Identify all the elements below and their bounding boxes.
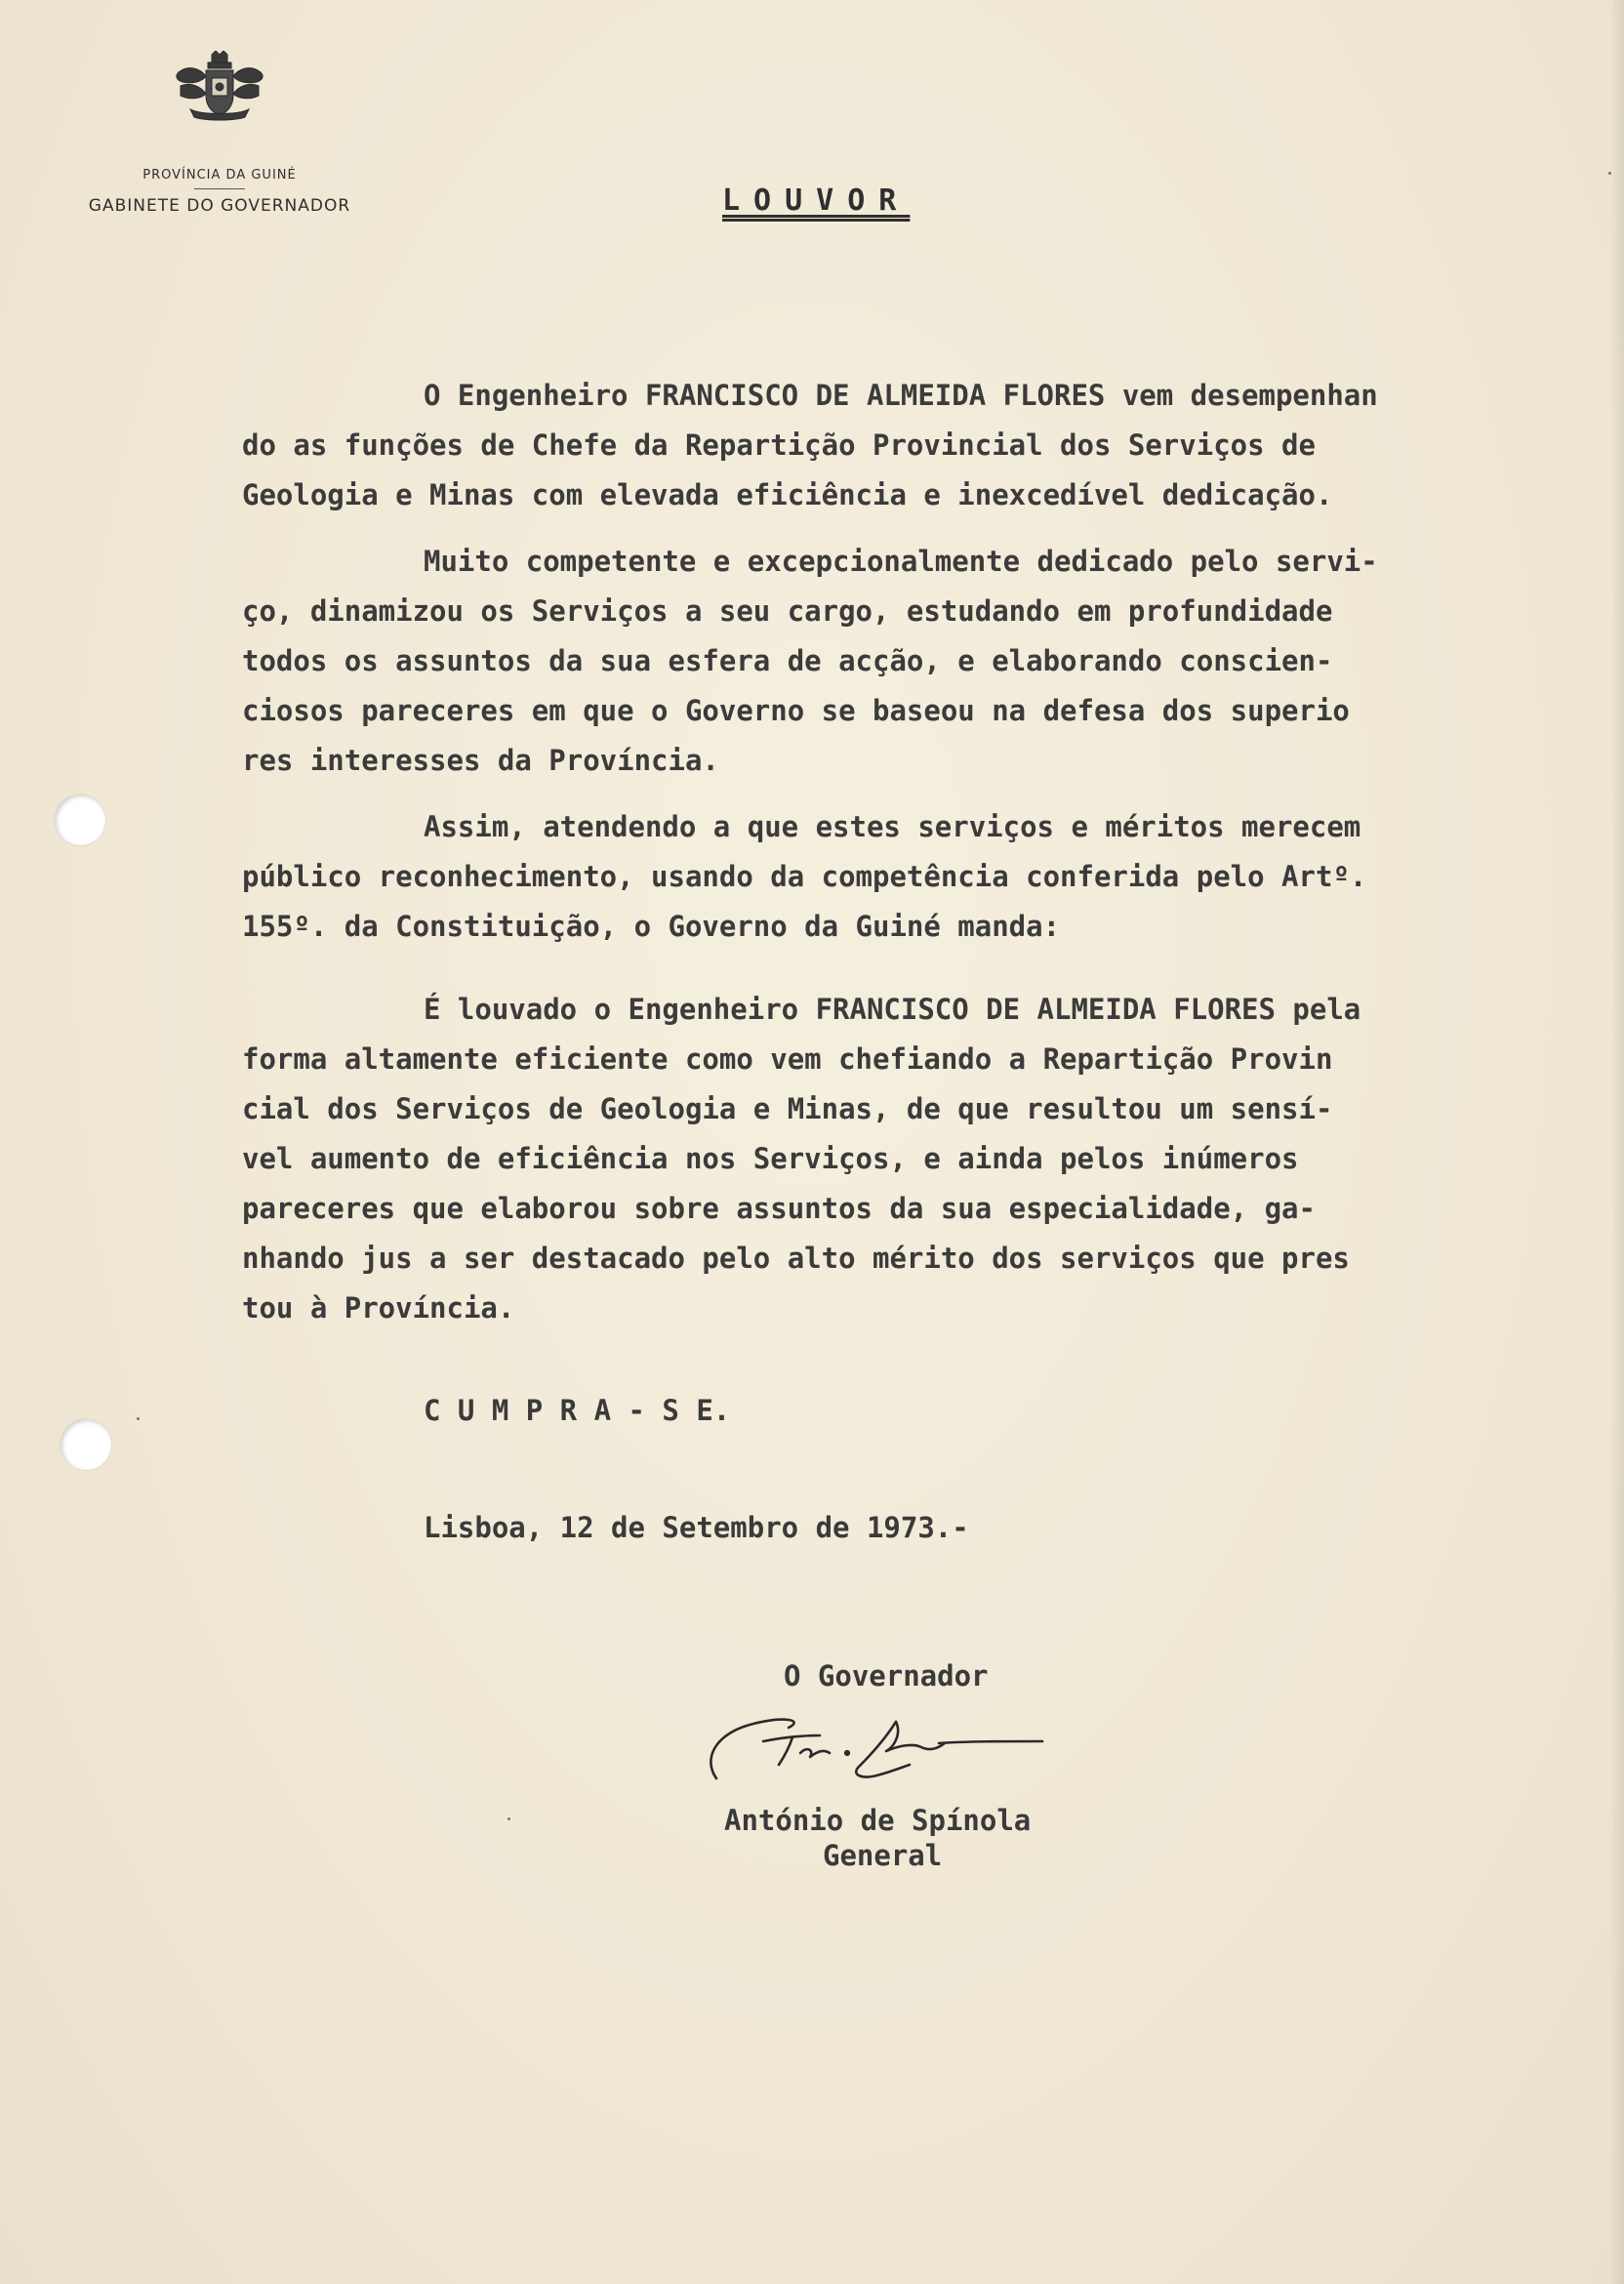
punch-hole-bottom xyxy=(61,1419,111,1470)
paper-speck xyxy=(508,1817,510,1820)
place-date: Lisboa, 12 de Setembro de 1973.- xyxy=(424,1511,969,1544)
handwritten-signature xyxy=(695,1694,1105,1802)
letterhead-office: GABINETE DO GOVERNADOR xyxy=(88,196,351,216)
letterhead-province: PROVÍNCIA DA GUINÉ xyxy=(142,168,297,183)
text-line: forma altamente eficiente como vem chefiando a Repartição Provin xyxy=(242,1042,1333,1076)
paragraph-3 xyxy=(242,802,1569,952)
text-line: ço, dinamizou os Serviços a seu cargo, estudando em profundidade xyxy=(242,594,1333,628)
text-line: Muito competente e excepcionalmente dedicado pelo servi- xyxy=(424,545,1378,578)
letterhead-divider xyxy=(194,188,245,189)
document-title: LOUVOR xyxy=(722,184,911,218)
text-line: Geologia e Minas com elevada eficiência e inexcedível dedicação. xyxy=(242,478,1333,511)
paper-speck xyxy=(137,1417,140,1420)
text-line: vel aumento de eficiência nos Serviços, e ainda pelos inúmeros xyxy=(242,1142,1299,1175)
text-line: O Engenheiro FRANCISCO DE ALMEIDA FLORES vem desempenhan xyxy=(424,379,1378,412)
signatory-rank: General xyxy=(823,1839,943,1872)
paragraph-2 xyxy=(242,537,1569,786)
signatory-role: O Governador xyxy=(784,1659,989,1693)
coat-of-arms-emblem xyxy=(173,51,266,125)
paragraph-4 xyxy=(242,985,1569,1333)
text-line: do as funções de Chefe da Repartição Provincial dos Serviços de xyxy=(242,428,1316,462)
text-line: ciosos pareceres em que o Governo se baseou na defesa dos superio xyxy=(242,694,1350,727)
punch-hole-top xyxy=(55,795,105,845)
text-line: É louvado o Engenheiro FRANCISCO DE ALMEIDA FLORES pela xyxy=(424,993,1361,1026)
text-line: cial dos Serviços de Geologia e Minas, de que resultou um sensí- xyxy=(242,1092,1333,1125)
paper-speck xyxy=(1608,172,1611,175)
paragraph-1 xyxy=(242,371,1569,520)
closing-order: C U M P R A - S E. xyxy=(424,1394,731,1427)
text-line: Assim, atendendo a que estes serviços e méritos merecem xyxy=(424,810,1361,843)
text-line: res interesses da Província. xyxy=(242,744,719,777)
text-line: pareceres que elaborou sobre assuntos da sua especialidade, ga- xyxy=(242,1192,1316,1225)
signatory-name: António de Spínola xyxy=(724,1804,1032,1837)
text-line: nhando jus a ser destacado pelo alto mérito dos serviços que pres xyxy=(242,1242,1350,1275)
text-line: todos os assuntos da sua esfera de acção, e elaborando conscien- xyxy=(242,644,1333,677)
text-line: tou à Província. xyxy=(242,1291,515,1325)
text-line: público reconhecimento, usando da competência conferida pelo Artº. xyxy=(242,860,1367,893)
letterhead xyxy=(59,51,381,216)
document-body xyxy=(242,371,1569,1333)
text-line: 155º. da Constituição, o Governo da Guiné manda: xyxy=(242,910,1061,943)
